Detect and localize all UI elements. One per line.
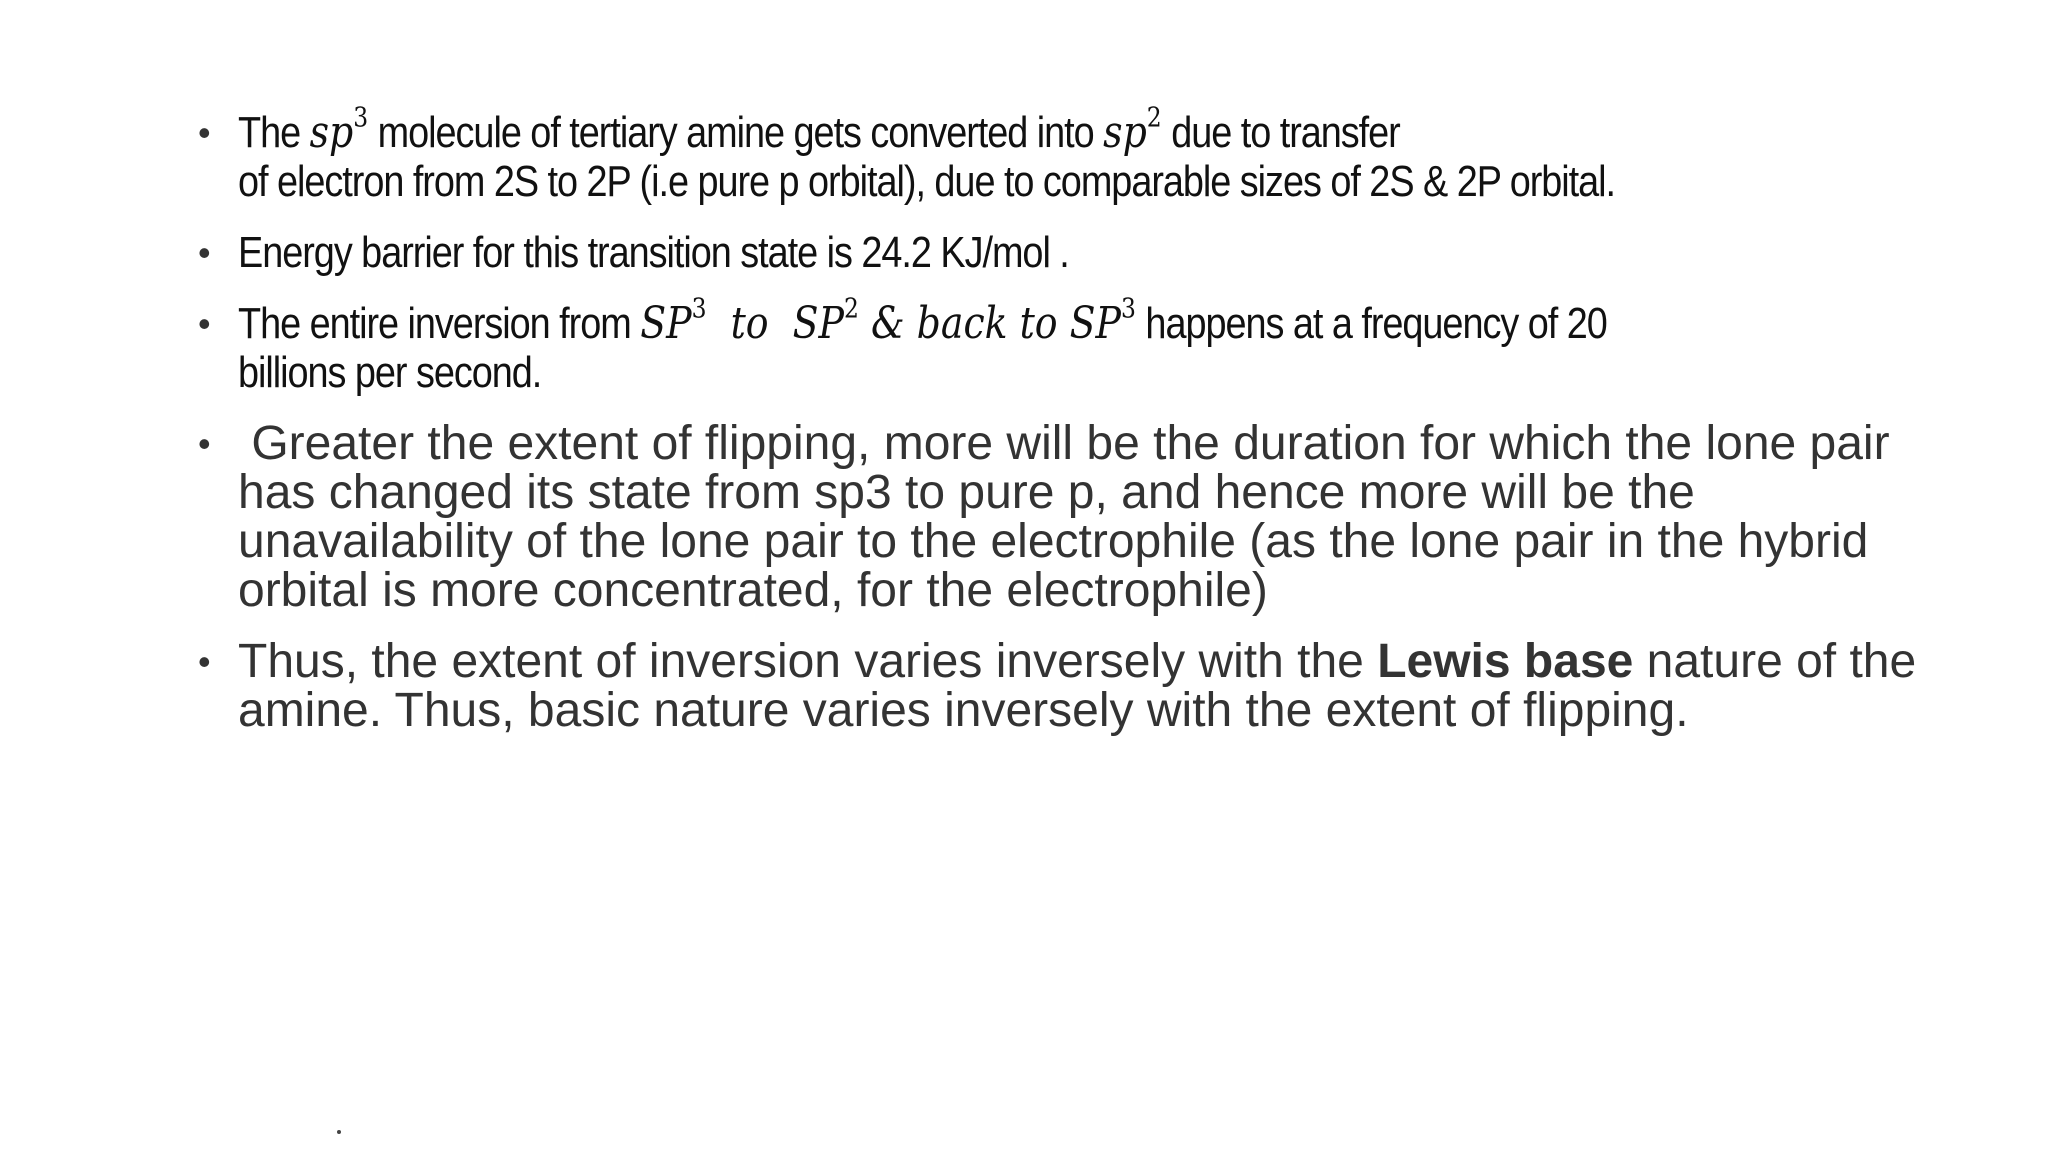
math-base: sp [309,107,354,158]
bullet-list [198,102,1918,757]
bullet-sp3-conversion [198,102,1918,206]
bullet-inversion-frequency [198,293,1918,397]
math-base: SP [640,298,692,349]
text-segment: nature of the amine. Thus, basic nature varies inversely with the extent of flipping. [238,635,1917,737]
text-segment: Thus, the extent of inversion varies inversely with the [238,635,1378,688]
bullet-point: • [198,641,211,682]
math-sp3 [309,102,369,158]
math-base: sp [1103,107,1147,158]
math-base: SP [1069,298,1122,349]
bullet-text [238,293,1914,397]
bullet-point: • [198,303,210,344]
text-segment: molecule of tertiary amine gets converted into [368,108,1104,157]
footer-mark [337,1130,341,1134]
bullet-point: • [198,232,210,273]
text-segment: The [238,108,310,157]
math-sp2 [1103,102,1162,158]
bullet-text: Greater the extent of flipping, more will be the duration for which the lone pair has changed its state from sp3 to pure p, and hence more will be the unavailability of the lone pair to the electrophile (as the lone pair in the hybrid orbital is more concentrated, for the electrophile) [238,417,1903,617]
math-superscript: 3 [1121,293,1136,325]
bullet-lewis-base [198,637,1918,735]
bullet-point: • [198,423,211,464]
math-expression [640,293,1136,349]
text-line: billions per second. [238,348,542,397]
math-superscript: 3 [691,293,707,325]
bullet-point: • [198,112,210,153]
math-word: to [706,298,793,349]
math-superscript: 2 [1146,102,1162,134]
text-segment: happens at a frequency of 20 [1135,299,1607,348]
bullet-text [238,102,1914,206]
math-superscript: 3 [353,102,369,134]
bold-term: Lewis base [1377,635,1634,688]
text-segment: The entire inversion from [238,299,641,348]
bullet-energy-barrier [198,228,1918,277]
math-base: SP [792,298,845,349]
text-segment: due to transfer [1161,108,1400,157]
text-line: of electron from 2S to 2P (i.e pure p orbital), due to comparable sizes of 2S & 2P orbital. [238,157,1616,206]
math-superscript: 2 [844,293,859,325]
bullet-flipping-extent [198,419,1918,615]
bullet-text [238,635,1916,737]
bullet-text: Energy barrier for this transition state is 24.2 KJ/mol . [238,228,1069,277]
math-word: & back to [858,298,1070,349]
